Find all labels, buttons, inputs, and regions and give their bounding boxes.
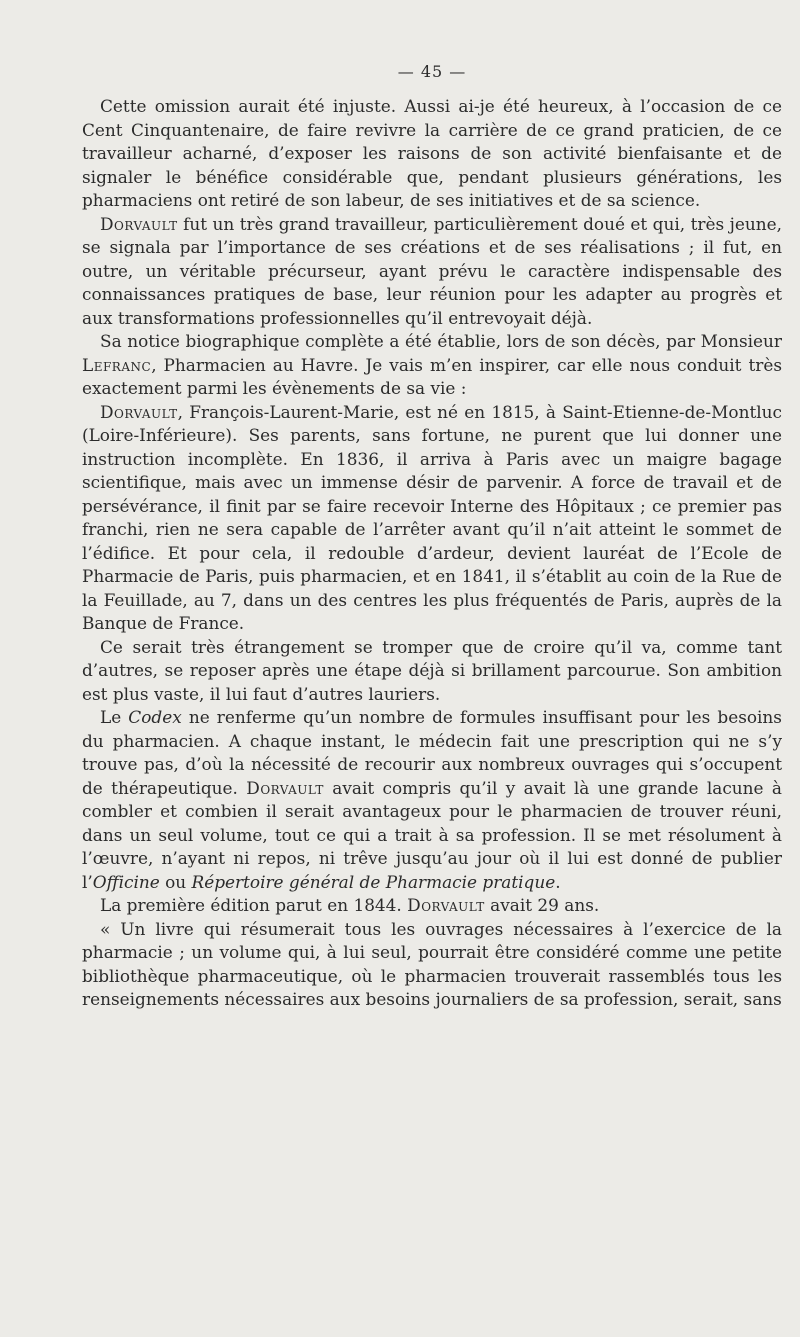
paragraph-3-text-after: , Pharmacien au Havre. Je vais m’en inspirer, car elle nous conduit très exactement parmi les évènements de sa vie : [82,354,782,398]
paragraph-6-text-2: ne renferme qu’un nombre de formules insuffisant pour les besoins du pharmacien. A chaque instant, le médecin fait une prescription qui ne s’y trouve pas, d’où la nécessité de recourir aux nombreux ouvrages qui s’occupent de thérapeutique. [82,707,782,798]
author-name: Dorvault [100,213,178,234]
paragraph-4 [82,401,782,636]
codex-title: Codex [128,707,182,727]
paragraph-6 [82,706,782,894]
paragraph-7-text-after: avait 29 ans. [484,895,600,915]
author-name: Dorvault [407,895,485,915]
paragraph-8 [82,918,782,1012]
paragraph-3-text-before: Sa notice biographique complète a été établie, lors de son décès, par Monsieur [100,331,782,351]
author-name: Dorvault [246,777,324,798]
page-number: — 45 — [397,62,467,81]
paragraph-2 [82,213,782,331]
paragraph-5 [82,636,782,707]
biographer-name: Lefranc [82,354,152,375]
paragraph-1 [82,95,782,213]
repertoire-title: Répertoire général de Pharmacie pratique [191,871,556,892]
paragraph-8-text: « Un livre qui résumerait tous les ouvrages nécessaires à l’exercice de la pharmacie ; un volume qui, à lui seul, pourrait être considéré comme une petite bibliothèque pharmaceutique, où le pharmacien trouverait rassemblés tous les renseignements nécessaires aux besoins journaliers de sa profession, serait, sans [82,918,782,1009]
paragraph-6-text-3: avait compris qu’il y avait là une grande lacune à combler et combien il serait avantageux pour le pharmacien de trouver réuni, dans un seul volume, tout ce qui a trait à sa profession. Il se met résolument à l’œuvre, n’ayant ni repos, ni trêve jusqu’au jour où il lui est donné de publier l’ [82,777,782,892]
paragraph-7 [82,894,782,918]
author-name: Dorvault [100,401,178,422]
body-text [82,95,782,1012]
paragraph-4-text: , François-Laurent-Marie, est né en 1815, à Saint-Etienne-de-Montluc (Loire-Inférieure). Ses parents, sans fortune, ne purent que lui donner une instruction incomplète. En 1836, il arriva à Paris avec un maigre bagage scientifique, mais avec un immense désir de parvenir. A force de travail et de persévérance, il finit par se faire recevoir Interne des Hôpitaux ; ce premier pas franchi, rien ne sera capable de l’arrêter avant qu’il n’ait atteint le sommet de l’édifice. Et pour cela, il redouble d’ardeur, devient lauréat de l’Ecole de Pharmacie de Paris, puis pharmacien, et en 1841, il s’établit au coin de la Rue de la Feuillade, au 7, dans un des centres les plus fréquentés de Paris, auprès de la Banque de France. [82,401,782,633]
paragraph-6-text-5: . [555,871,561,892]
paragraph-6-text-1: Le [100,707,129,727]
paragraph-5-text: Ce serait très étrangement se tromper que de croire qu’il va, comme tant d’autres, se reposer après une étape déjà si brillament parcourue. Son ambition est plus vaste, il lui faut d’autres lauriers. [82,636,782,704]
paragraph-2-text: fut un très grand travailleur, particulièrement doué et qui, très jeune, se signala par l’importance de ses créations et de ses réalisations ; il fut, en outre, un véritable précurseur, ayant prévu le caractère indispensable des connaissances pratiques de base, leur réunion pour les adapter au progrès et aux transformations professionnelles qu’il entrevoyait déjà. [82,213,782,328]
officine-title: Officine [92,871,160,892]
paragraph-6-text-4: ou [159,871,192,892]
paragraph-7-text-before: La première édition parut en 1844. [100,895,408,915]
paragraph-3 [82,330,782,401]
paragraph-1-text: Cette omission aurait été injuste. Aussi ai-je été heureux, à l’occasion de ce Cent Cinquantenaire, de faire revivre la carrière de ce grand praticien, de ce travailleur acharné, d’exposer les raisons de son activité bienfaisante et de signaler le bénéfice considérable que, pendant plusieurs générations, les pharmaciens ont retiré de son labeur, de ses initiatives et de sa science. [82,96,782,210]
